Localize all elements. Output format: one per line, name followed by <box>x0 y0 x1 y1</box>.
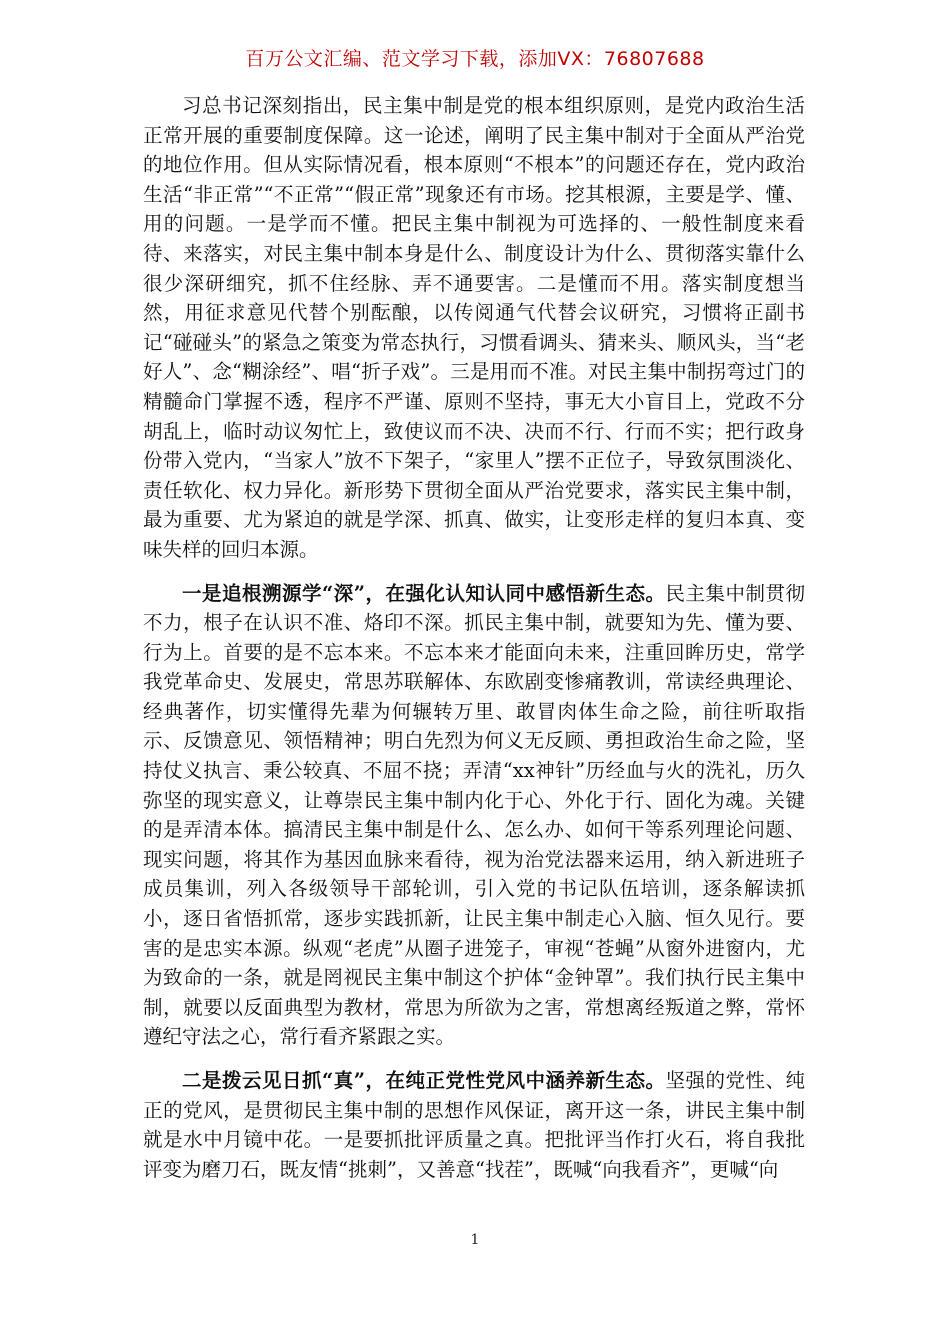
section-heading: 二是拨云见日抓“真”，在纯正党性党风中涵养新生态。 <box>182 1069 666 1092</box>
paragraph-intro <box>143 91 805 565</box>
paragraph-text: 坚强的党性、纯正的党风，是贯彻民主集中制的思想作风保证，离开这一条，讲民主集中制就是水中月镜中花。一是要抓批评质量之真。把批评当作打火石，将自我批评变为磨刀石，既友情“挑刺”，又善意“找茬”，既喊“向我看齐”，更喊“向 <box>143 1069 805 1181</box>
page-number: 1 <box>470 1232 480 1248</box>
document-body <box>143 91 805 1184</box>
paragraph-text: 民主集中制贯彻不力，根子在认识不准、烙印不深。抓民主集中制，就要知为先、懂为要、行为上。首要的是不忘本来。不忘本来才能面向未来，注重回眸历史，常学我党革命史、发展史，常思苏联解体、东欧剧变惨痛教训，常读经典理论、经典著作，切实懂得先辈为何辗转万里、敢冒肉体生命之险，前往听取指示、反馈意见、领悟精神；明白先烈为何义无反顾、勇担政治生命之险，坚持仗义执言、秉公较真、不屈不挠；弄清“xx神针”历经血与火的洗礼，历久弥坚的现实意义，让尊崇民主集中制内化于心、外化于行、固化为魂。关键的是弄清本体。搞清民主集中制是什么、怎么办、如何干等系列理论问题、现实问题，将其作为基因血脉来看待，视为治党法器来运用，纳入新进班子成员集训，列入各级领导干部轮训，引入党的书记队伍培训，逐条解读抓小，逐日省悟抓常，逐步实践抓新，让民主集中制走心入脑、恒久见行。要害的是忠实本源。纵观“老虎”从圈子进笼子，审视“苍蝇”从窗外进窗内，尤为致命的一条，就是罔视民主集中制这个护体“金钟罩”。我们执行民主集中制，就要以反面典型为教材，常思为所欲为之害，常想离经叛道之弊，常怀遵纪守法之心，常行看齐紧跟之实。 <box>143 581 805 1049</box>
paragraph-section-two <box>143 1066 805 1184</box>
section-heading: 一是追根溯源学“深”，在强化认知认同中感悟新生态。 <box>182 581 666 605</box>
paragraph-text: 习总书记深刻指出，民主集中制是党的根本组织原则，是党内政治生活正常开展的重要制度保障。这一论述，阐明了民主集中制对于全面从严治党的地位作用。但从实际情况看，根本原则“不根本”的问题还存在，党内政治生活“非正常”“不正常”“假正常”现象还有市场。挖其根源，主要是学、懂、用的问题。一是学而不懂。把民主集中制视为可选择的、一般性制度来看待、来落实，对民主集中制本身是什么、制度设计为什么、贯彻落实靠什么很少深研细究，抓不住经脉、弄不通要害。二是懂而不用。落实制度想当然，用征求意见代替个别酝酿，以传阅通气代替会议研究，习惯将正副书记“碰碰头”的紧急之策变为常态执行，习惯看调头、猜来头、顺风头，当“老好人”、念“糊涂经”、唱“折子戏”。三是用而不准。对民主集中制拐弯过门的精髓命门掌握不透，程序不严谨、原则不坚持，事无大小盲目上，党政不分胡乱上，临时动议匆忙上，致使议而不决、决而不行、行而不实；把行政身份带入党内，“当家人”放不下架子，“家里人”摆不正位子，导致氛围淡化、责任软化、权力异化。新形势下贯彻全面从严治党要求，落实民主集中制，最为重要、尤为紧迫的就是学深、抓真、做实，让变形走样的复归本真、变味失样的回归本源。 <box>143 94 805 561</box>
page-header-watermark: 百万公文汇编、范文学习下载，添加VX：76807688 <box>245 48 705 70</box>
paragraph-section-one <box>143 579 805 1053</box>
